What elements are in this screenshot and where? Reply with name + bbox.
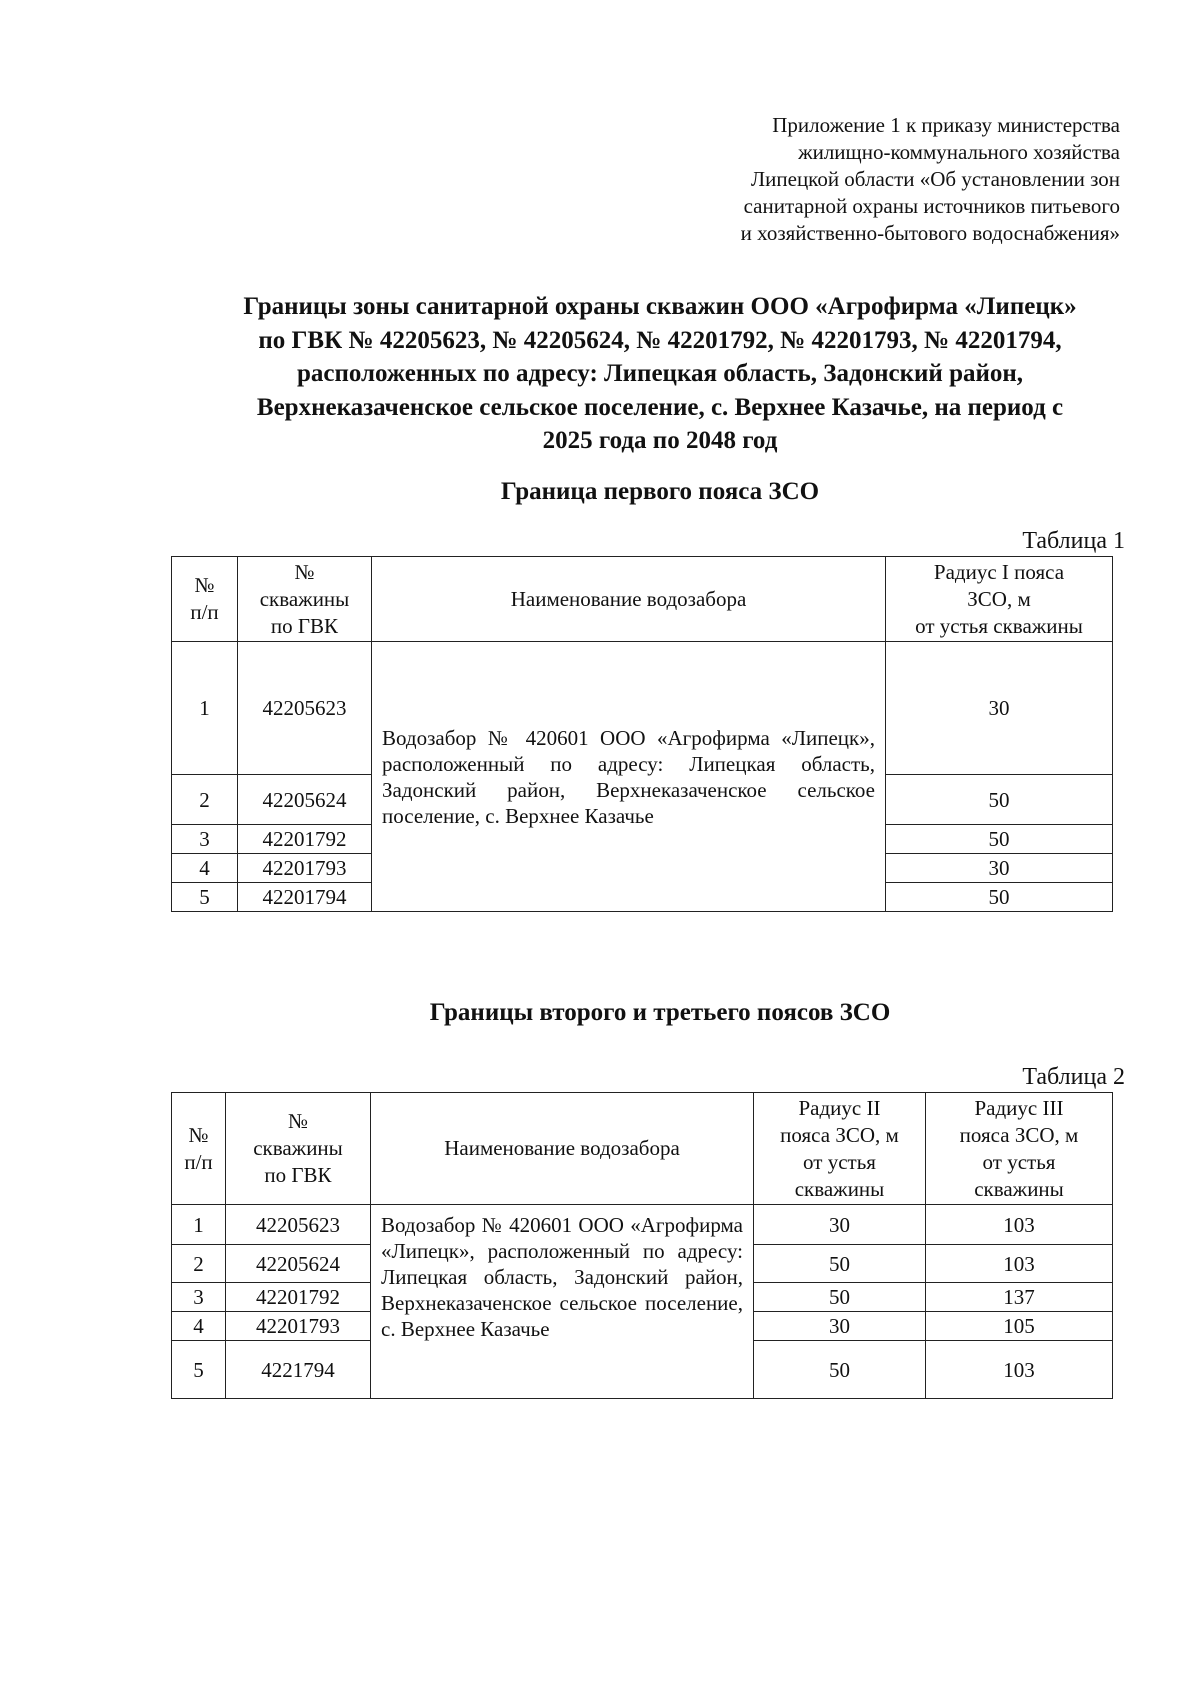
table-row: [172, 1205, 1113, 1245]
header-text: от устья: [982, 1149, 1056, 1174]
header-text: Радиус II: [798, 1095, 881, 1120]
cell-radius3: 137: [926, 1283, 1113, 1312]
section-heading-zone23: Границы второго и третьего поясов ЗСО: [429, 999, 891, 1026]
title-line: расположенных по адресу: Липецкая область, Задонский район,: [296, 360, 1024, 387]
cell-num: 3: [172, 825, 238, 854]
cell-well: 42205623: [226, 1205, 371, 1245]
header-text: п/п: [190, 600, 219, 624]
appendix-line: и хозяйственно-бытового водоснабжения»: [740, 221, 1120, 245]
title-line: по ГВК № 42205623, № 42205624, № 42201792, № 42201793, № 42201794,: [258, 326, 1062, 354]
header-text: Радиус III: [974, 1095, 1064, 1120]
cell-num: 2: [172, 1245, 226, 1283]
header-text: по ГВК: [264, 1163, 332, 1187]
header-text: скважины: [259, 586, 350, 611]
section-heading-zone1: Граница первого пояса ЗСО: [500, 478, 820, 505]
cell-num: 2: [172, 775, 238, 825]
cell-radius: 50: [886, 883, 1113, 912]
table1-caption: Таблица 1: [1022, 528, 1125, 554]
header-text: от устья скважины: [915, 613, 1083, 638]
cell-radius: 30: [886, 854, 1113, 883]
cell-well: 42205624: [226, 1245, 371, 1283]
header-text: пояса ЗСО, м: [780, 1122, 899, 1147]
header-text: №: [294, 559, 315, 584]
header-text: по ГВК: [270, 613, 339, 638]
cell-radius: 50: [886, 775, 1113, 825]
table2-caption: Таблица 2: [1022, 1064, 1125, 1090]
zone23-table: [171, 1092, 1113, 1399]
header-radius1: [886, 557, 1113, 642]
header-text: скважины: [974, 1176, 1064, 1201]
header-text: скважины: [794, 1176, 885, 1201]
header-well: [238, 557, 372, 642]
cell-well: 42205623: [238, 642, 372, 775]
cell-radius2: 50: [754, 1283, 926, 1312]
cell-radius3: 105: [926, 1312, 1113, 1341]
table-row: [172, 642, 1113, 775]
header-text: от устья: [803, 1149, 876, 1174]
cell-radius: 30: [886, 642, 1113, 775]
cell-radius2: 50: [754, 1341, 926, 1399]
cell-num: 4: [172, 854, 238, 883]
cell-radius3: 103: [926, 1245, 1113, 1283]
header-radius2: [754, 1093, 926, 1205]
header-radius3: [926, 1093, 1113, 1205]
document-title: [160, 290, 1160, 458]
appendix-note: [560, 112, 1120, 247]
table-header-row: [172, 1093, 1113, 1205]
cell-well: 42201792: [226, 1283, 371, 1312]
cell-num: 5: [172, 1341, 226, 1399]
appendix-line: жилищно-коммунального хозяйства: [798, 140, 1120, 164]
cell-well: 42201793: [226, 1312, 371, 1341]
header-name: Наименование водозабора: [371, 1093, 754, 1205]
header-text: пояса ЗСО, м: [959, 1122, 1079, 1147]
cell-radius2: 30: [754, 1312, 926, 1341]
title-line: Верхнеказаченское сельское поселение, с. Верхнее Казачье, на период с: [256, 393, 1064, 421]
header-text: скважины: [253, 1136, 343, 1160]
header-text: ЗСО, м: [967, 586, 1031, 611]
appendix-line: Приложение 1 к приказу министерства: [772, 113, 1120, 137]
cell-radius2: 30: [754, 1205, 926, 1245]
title-line: Границы зоны санитарной охраны скважин ООО «Агрофирма «Липецк»: [243, 293, 1077, 320]
header-num: [172, 557, 238, 642]
cell-num: 1: [172, 1205, 226, 1245]
cell-well: 4221794: [226, 1341, 371, 1399]
header-num: [172, 1093, 226, 1205]
cell-well: 42205624: [238, 775, 372, 825]
cell-intake-name: Водозабор № 420601 ООО «Агрофирма «Липецк», расположенный по адресу: Липецкая область, Задонский район, Верхнеказаченское сельское поселение, с. Верхнее Казачье: [371, 1205, 754, 1399]
cell-radius: 50: [886, 825, 1113, 854]
cell-well: 42201793: [238, 854, 372, 883]
header-text: Радиус I пояса: [933, 559, 1065, 584]
header-well: [226, 1093, 371, 1205]
header-text: №: [188, 1122, 209, 1147]
table-header-row: [172, 557, 1113, 642]
cell-well: 42201794: [238, 883, 372, 912]
header-text: №: [194, 573, 215, 597]
header-text: п/п: [184, 1149, 213, 1174]
cell-num: 3: [172, 1283, 226, 1312]
zone1-table: [171, 556, 1113, 912]
cell-well: 42201792: [238, 825, 372, 854]
cell-radius2: 50: [754, 1245, 926, 1283]
cell-num: 1: [172, 642, 238, 775]
cell-intake-name: Водозабор № 420601 ООО «Агрофирма «Липецк», расположенный по адресу: Липецкая область, Задонский район, Верхнеказаченское сельское поселение, с. Верхнее Казачье: [372, 642, 886, 912]
cell-radius3: 103: [926, 1205, 1113, 1245]
title-line: 2025 года по 2048 год: [542, 427, 778, 454]
cell-num: 5: [172, 883, 238, 912]
appendix-line: Липецкой области «Об установлении зон: [750, 167, 1120, 191]
header-text: №: [287, 1109, 309, 1133]
cell-num: 4: [172, 1312, 226, 1341]
cell-radius3: 103: [926, 1341, 1113, 1399]
appendix-line: санитарной охраны источников питьевого: [743, 194, 1120, 218]
header-name: Наименование водозабора: [372, 557, 886, 642]
